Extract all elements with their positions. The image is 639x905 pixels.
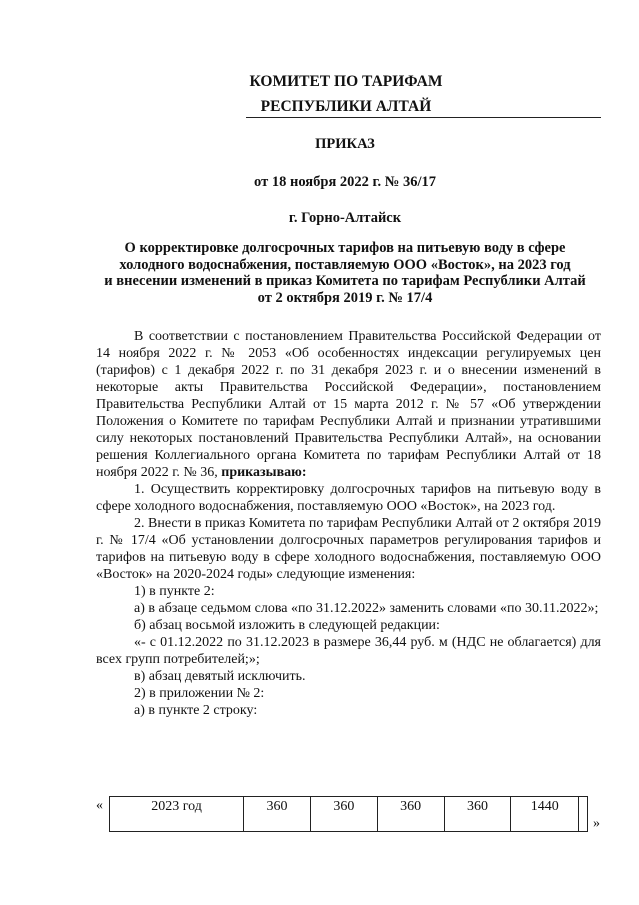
table-cell xyxy=(579,797,588,832)
order-subject xyxy=(90,240,600,306)
subitem-1: 1) в пункте 2: xyxy=(134,584,215,599)
table-row xyxy=(110,797,588,832)
preamble-text: В соответствии с постановлением Правительства Российской Федерации от 14 ноября 2022 г. № 2053 «Об особенностях индексации регулируемых цен (тарифов) с 1 декабря 2022 г. по 31 декабря 2023 г. и о внесении изменений в некоторые акты Правительства Российской Федерации», постановлением Правительства Республики Алтай от 15 марта 2012 г. № 57 «Об утверждении Положения о Комитете по тарифам Республики Алтай и признании утратившими силу некоторых постановлений Правительства Республики Алтай», на основании решения Коллегиального органа Комитета по тарифам Республики Алтай от 18 ноября 2022 г. № 36, xyxy=(96,329,601,480)
tariff-table xyxy=(109,796,588,832)
table-cell: 360 xyxy=(310,797,377,832)
table-cell: 2023 год xyxy=(110,797,244,832)
subitem-2: 2) в приложении № 2: xyxy=(134,686,265,701)
order-date: от 18 ноября 2022 г. № 36/17 xyxy=(254,174,436,190)
subitem-1a: а) в абзаце седьмом слова «по 31.12.2022» заменить словами «по 30.11.2022»; xyxy=(134,601,599,616)
preamble-paragraph xyxy=(96,328,601,481)
item-2: 2. Внести в приказ Комитета по тарифам Республики Алтай от 2 октября 2019 г. № 17/4 «Об установлении долгосрочных параметров регулирования тарифов и тарифов на питьевую воду в сфере холодного водоснабжения, поставляемую ООО «Восток» на 2020-2024 годы» следующие изменения: xyxy=(96,516,601,582)
order-title: ПРИКАЗ xyxy=(315,136,375,152)
subject-line: холодного водоснабжения, поставляемую ООО «Восток», на 2023 год xyxy=(119,256,571,273)
org-name-line2: РЕСПУБЛИКИ АЛТАЙ xyxy=(260,98,432,115)
table-cell: 360 xyxy=(444,797,511,832)
subject-line: О корректировке долгосрочных тарифов на питьевую воду в сфере xyxy=(124,240,566,256)
subject-line: и внесении изменений в приказ Комитета по тарифам Республики Алтай xyxy=(104,273,586,289)
table-cell: 360 xyxy=(377,797,444,832)
subject-line: от 2 октября 2019 г. № 17/4 xyxy=(257,289,433,306)
order-body xyxy=(96,328,601,719)
subitem-1b: б) абзац восьмой изложить в следующей редакции: xyxy=(134,618,440,633)
table-cell: 1440 xyxy=(511,797,579,832)
subitem-2a: а) в пункте 2 строку: xyxy=(134,703,258,718)
order-city: г. Горно-Алтайск xyxy=(288,210,402,226)
preamble-order-word: приказываю: xyxy=(221,465,307,480)
subitem-1c: в) абзац девятый исключить. xyxy=(134,669,306,684)
header-rule xyxy=(246,117,601,118)
table-cell: 360 xyxy=(244,797,311,832)
open-quote: « xyxy=(96,798,103,813)
org-name-line1: КОМИТЕТ ПО ТАРИФАМ xyxy=(249,73,443,90)
subitem-1b-text: «- с 01.12.2022 по 31.12.2023 в размере 36,44 руб. м (НДС не облагается) для всех групп потребителей;»; xyxy=(96,635,601,667)
close-quote: » xyxy=(593,816,600,831)
item-1: 1. Осуществить корректировку долгосрочных тарифов на питьевую воду в сфере холодного водоснабжения, поставляемую ООО «Восток», на 2023 год. xyxy=(96,482,601,514)
